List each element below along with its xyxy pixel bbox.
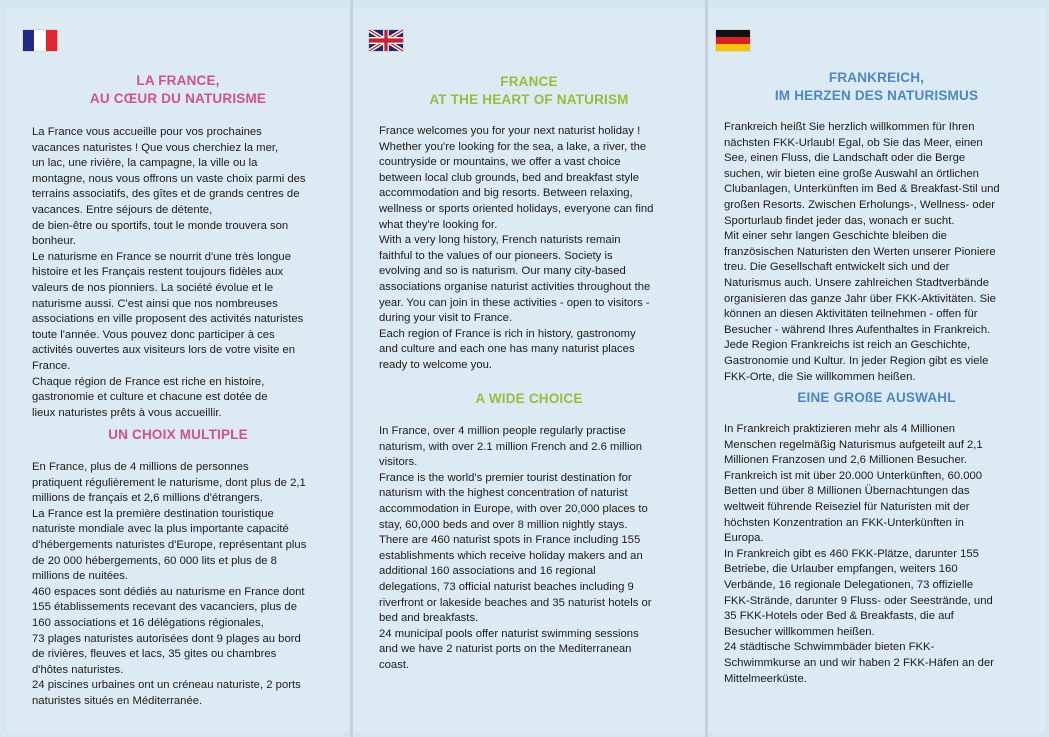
text-line: activités ouvertes aux visiteurs lors de votre visite en <box>32 344 296 357</box>
text-line: wellness or sports oriented holidays, everyone can find <box>379 202 654 215</box>
text-line: toute l'année. Vous pouvez donc participer à ces <box>32 328 275 341</box>
text-line: delegations, 73 official naturist beaches including 9 <box>379 580 634 593</box>
panel-fold <box>705 0 708 737</box>
text-line: Mittelmeerküste. <box>724 672 807 685</box>
text-line: pratiquent régulièrement le naturisme, dont plus de 2,1 <box>32 476 306 489</box>
english-section-body <box>379 424 652 674</box>
text-line: un lac, une rivière, la campagne, la ville ou la <box>32 157 258 170</box>
text-line: and we have 2 naturist ports on the Mediterranean <box>379 643 632 656</box>
english-intro <box>379 124 653 374</box>
english-section-title: A WIDE CHOICE <box>475 391 583 406</box>
text-line: gastronomie et culture et chacune est dotée de <box>32 391 268 404</box>
united-kingdom-flag-icon <box>369 30 403 51</box>
text-line: naturisme aussi. C'est ainsi que nos nombreuses <box>32 297 278 310</box>
english-title-line: FRANCE <box>500 74 558 89</box>
text-line: höchsten Konzentration an FKK-Unterkünften in <box>724 516 964 529</box>
text-line: Gastronomie und Kultur. In jeder Region gibt es viele <box>724 354 989 367</box>
text-line: suchen, wir bieten eine große Auswahl an örtlichen <box>724 167 979 180</box>
text-line: Millionen Franzosen und 2,6 Millionen Besucher. <box>724 454 968 467</box>
text-line: There are 460 naturist spots in France including 155 <box>379 534 641 547</box>
text-line: FKK-Strände, darunter 9 Fluss- oder Seestrände, und <box>724 594 993 607</box>
text-line: bonheur. <box>32 235 76 248</box>
text-line: Clubanlagen, Unterkünften im Bed & Breakfast-Stil und <box>724 183 1000 196</box>
text-line: naturistes situés en Méditerranée. <box>32 694 203 707</box>
french-intro <box>32 125 306 421</box>
germany-flag-icon <box>716 30 750 51</box>
text-line: vacances naturistes ! Que vous cherchiez la mer, <box>32 141 279 154</box>
text-line: In Frankreich gibt es 460 FKK-Plätze, darunter 155 <box>724 547 979 560</box>
text-line: weltweit führende Reiseziel für Naturisten mit der <box>724 500 970 513</box>
text-line: additional 160 associations and 16 regional <box>379 565 596 578</box>
text-line: See, einen Fluss, die Landschaft oder die Berge <box>724 152 966 165</box>
text-line: 460 espaces sont dédiés au naturisme en France dont <box>32 585 305 598</box>
text-line: stay, 60,000 beds and over 8 million nightly stays. <box>379 518 628 531</box>
text-line: de 20 000 hébergements, 60 000 lits et plus de 8 <box>32 554 277 567</box>
text-line: d'hôtes naturistes. <box>32 663 124 676</box>
text-line: Schwimmkurse an und wir haben 2 FKK-Häfen an der <box>724 656 994 669</box>
text-line: riverfront or lakeside beaches and 35 naturist hotels or <box>379 596 652 609</box>
text-line: accommodation and big resorts. Between relaxing, <box>379 187 633 200</box>
english-title-line: AT THE HEART OF NATURISM <box>429 92 629 107</box>
text-line: Sporturlaub findet jeder das, wonach er sucht. <box>724 214 955 227</box>
text-line: französischen Naturisten den Werten unserer Pioniere <box>724 245 996 258</box>
text-line: vacances. Entre séjours de détente, <box>32 203 213 216</box>
german-title-line: IM HERZEN DES NATURISMUS <box>774 88 979 103</box>
german-section-title: EINE GROßE AUSWAHL <box>797 390 956 405</box>
text-line: Europa. <box>724 532 764 545</box>
english-title <box>353 73 705 109</box>
text-line: Whether you're looking for the sea, a lake, a river, the <box>379 140 647 153</box>
text-line: de rivières, fleuves et lacs, 35 gites ou chambres <box>32 648 277 661</box>
text-line: France welcomes you for your next naturist holiday ! <box>379 125 641 137</box>
text-line: With a very long history, French naturists remain <box>379 234 621 247</box>
text-line: establishments which receive holiday makers and an <box>379 549 643 562</box>
text-line: Chaque région de France est riche en histoire, <box>32 375 265 388</box>
french-section-body <box>32 460 306 710</box>
text-line: d'hébergements naturistes d'Europe, représentant plus <box>32 538 307 551</box>
text-line: können an diesen Aktivitäten teilnehmen - offen für <box>724 308 978 321</box>
text-line: FKK-Orte, die Sie willkommen heißen. <box>724 370 916 383</box>
text-line: En France, plus de 4 millions de personnes <box>32 461 249 473</box>
text-line: countryside or mountains, we offer a vast choice <box>379 156 621 169</box>
text-line: Betten und über 8 Millionen Übernachtungen das <box>724 485 970 498</box>
text-line: 73 plages naturistes autorisées dont 9 plages au bord <box>32 632 301 645</box>
text-line: associations organise naturist activities throughout the <box>379 280 651 293</box>
text-line: 35 FKK-Hotels oder Bed & Breakfasts, die auf <box>724 610 954 623</box>
text-line: histoire et les Français restent toujours fidèles aux <box>32 266 284 279</box>
text-line: coast. <box>379 658 410 671</box>
text-line: Verbände, 16 regionale Delegationen, 73 offizielle <box>724 578 974 591</box>
text-line: Besucher - während Ihres Aufenthaltes in Frankreich. <box>724 323 991 336</box>
text-line: Betriebe, die Urlauber empfangen, weiters 160 <box>724 563 958 576</box>
panel-fold <box>350 0 353 737</box>
france-flag-icon <box>23 30 57 51</box>
text-line: and culture and each one has many naturist places <box>379 343 635 356</box>
text-line: Menschen regelmäßig Naturismus aufgeteilt auf 2,1 <box>724 438 983 451</box>
text-line: evolving and so is naturism. Our many city-based <box>379 265 626 278</box>
text-line: 160 associations et 16 délégations régionales, <box>32 616 264 629</box>
text-line: organisieren das ganze Jahr über FKK-Aktivitäten. Sie <box>724 292 996 305</box>
text-line: La France vous accueille pour vos prochaines <box>32 126 262 138</box>
text-line: Jede Region Frankreichs ist reich an Geschichte, <box>724 339 971 352</box>
text-line: treu. Die Gesellschaft entwickelt sich und der <box>724 261 950 274</box>
text-line: faithful to the values of our pioneers. Society is <box>379 249 613 262</box>
text-line: Le naturisme en France se nourrit d'une très longue <box>32 250 291 263</box>
text-line: In France, over 4 million people regularly practise <box>379 425 626 437</box>
german-title <box>708 69 1045 105</box>
text-line: France. <box>32 359 71 372</box>
french-section-title: UN CHOIX MULTIPLE <box>108 427 248 442</box>
text-line: 155 établissements recevant des vacanciers, plus de <box>32 601 297 614</box>
text-line: de bien-être ou sportifs, tout le monde trouvera son <box>32 219 289 232</box>
text-line: associations en ville proposent des activités naturistes <box>32 313 304 326</box>
text-line: Besucher willkommen heißen. <box>724 625 875 638</box>
german-panel <box>708 8 1045 732</box>
french-title <box>6 72 350 108</box>
text-line: 24 piscines urbaines ont un créneau naturiste, 2 ports <box>32 679 301 692</box>
text-line: montagne, nous vous offrons un vaste choix parmi des <box>32 172 306 185</box>
text-line: naturism, with over 2.1 million French and 2.6 million <box>379 440 643 453</box>
text-line: during your visit to France. <box>379 312 513 325</box>
text-line: bed and breakfasts. <box>379 612 479 625</box>
text-line: France is the world's premier tourist destination for <box>379 471 632 484</box>
english-panel <box>353 8 705 732</box>
german-section-body <box>724 422 994 687</box>
text-line: naturiste mondiale avec la plus importante capacité <box>32 523 289 536</box>
text-line: In Frankreich praktizieren mehr als 4 Millionen <box>724 423 956 435</box>
text-line: visitors. <box>379 456 418 469</box>
text-line: terrains associatifs, des gîtes et de grands centres de <box>32 188 300 201</box>
text-line: millions de français et 2,6 millions d'étrangers. <box>32 492 263 505</box>
french-title-line: LA FRANCE, <box>136 73 220 88</box>
text-line: between local club grounds, bed and breakfast style <box>379 171 639 184</box>
german-title-line: FRANKREICH, <box>828 70 925 85</box>
german-intro <box>724 120 1000 385</box>
text-line: Mit einer sehr langen Geschichte bleiben die <box>724 230 947 243</box>
text-line: lieux naturistes prêts à vous accueillir. <box>32 406 222 419</box>
text-line: Naturismus auch. Unsere zahlreichen Stadtverbände <box>724 276 989 289</box>
text-line: valeurs de nos pionniers. La société évolue et le <box>32 281 274 294</box>
text-line: accommodation in Europe, with over 20,000 places to <box>379 502 648 515</box>
french-panel <box>6 8 350 732</box>
text-line: 24 städtische Schwimmbäder bieten FKK- <box>724 641 935 654</box>
text-line: ready to welcome you. <box>379 358 493 371</box>
text-line: what they're looking for. <box>379 218 498 231</box>
text-line: großen Resorts. Zwischen Erholungs-, Wellness- oder <box>724 198 996 211</box>
text-line: naturism with the highest concentration of naturist <box>379 487 628 500</box>
text-line: year. You can join in these activities - open to visitors - <box>379 296 650 309</box>
text-line: Frankreich heißt Sie herzlich willkommen für Ihren <box>724 121 975 133</box>
text-line: Each region of France is rich in history, gastronomy <box>379 327 636 340</box>
text-line: 24 municipal pools offer naturist swimming sessions <box>379 627 639 640</box>
text-line: La France est la première destination touristique <box>32 507 274 520</box>
text-line: millions de nuitées. <box>32 570 129 583</box>
french-title-line: AU CŒUR DU NATURISME <box>89 91 267 106</box>
text-line: Frankreich ist mit über 20.000 Unterkünften, 60.000 <box>724 469 983 482</box>
text-line: nächsten FKK-Urlaub! Egal, ob Sie das Meer, einen <box>724 136 983 149</box>
